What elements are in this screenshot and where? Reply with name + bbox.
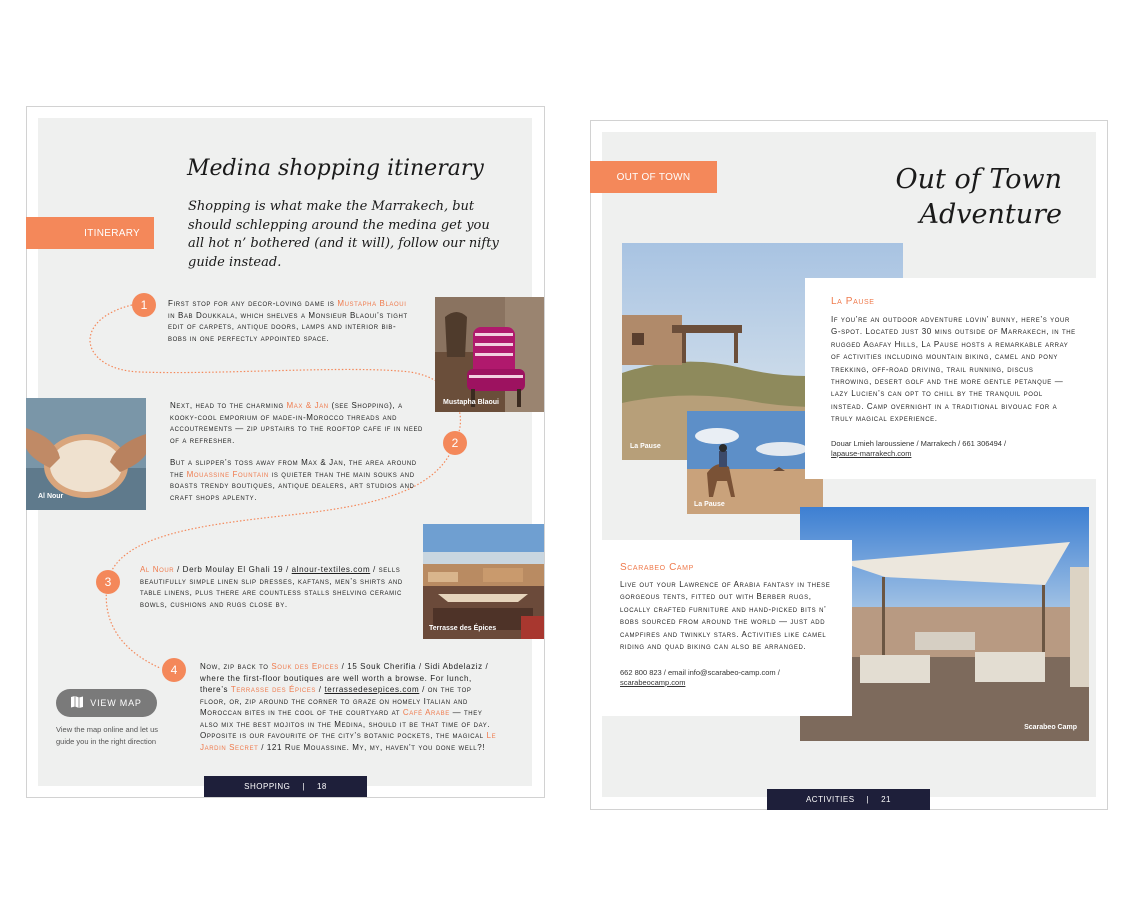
stop-4-text: Now, zip back to Souk des Epices / 15 Souk Cherifia / Sidi Abdelaziz / where the first-floor boutiques are well worth a browse. For lunch, there’s Terrasse des Épices / terrassedesepices.com / on the top floor, or, zip around the corner to graze on homely Italian and Moroccan bites in the cool of the courtyard at Café Arabe — they also mix the best mojitos in the Medina, should it be that time of day. Opposite is our favourite of the city’s botanic pockets, the magical Le Jardin Secret / 121 Rue Mouassine. My, my, haven’t you done well?! (200, 662, 497, 752)
photo-al-nour (26, 398, 146, 510)
shop-name: Terrasse des Épices (230, 685, 316, 694)
stop-number-2: 2 (443, 431, 467, 455)
stop-number-1: 1 (132, 293, 156, 317)
page-title: Out of Town Adventure (895, 164, 1062, 230)
scarabeo-card (602, 540, 852, 716)
la-pause-description: If you’re an outdoor adventure lovin’ bunny, here’s your G-spot. Located just 30 mins outside of Marrakech, in the rugged Agafay Hills, La Pause hosts a remarkable array of activities including mountain biking, camel and pony trekking, off-road driving, trail running, discus throwing, desert golf and the more gentle petanque — lazy Lucien’s can opt to chill by the tranquil pool instead. Camp overnight in a traditional bivouac for a truly magical experience. (831, 315, 1076, 424)
footer-page-number: 21 (881, 795, 892, 804)
photo-mustapha-blaoui (435, 297, 544, 412)
footer-section: ACTIVITIES (805, 795, 855, 804)
photo-caption: Terrasse des Épices (429, 625, 497, 632)
photo-caption: Mustapha Blaoui (443, 399, 500, 406)
shop-name: Café Arabe (402, 708, 450, 717)
website-link[interactable]: lapause-marrakech.com (831, 449, 912, 458)
page-subtitle: Shopping is what make the Marrakech, but should schlepping around the medina get you all hot n’ bothered (and it will), follow our nifty guide instead. (188, 199, 499, 270)
stop-1-text: First stop for any decor-loving dame is Mustapha Blaoui in Bab Doukkala, which shelves a Monsieur Blaoui’s tight edit of carpets, antique doors, lamps and interior bib-bobs in one perfectly appointed space. (168, 299, 408, 343)
footer-page-number: 18 (316, 782, 327, 791)
website-link[interactable]: alnour-textiles.com (291, 565, 371, 574)
shop-name: Souk des Epices (271, 662, 339, 671)
website-link[interactable]: scarabeocamp.com (620, 678, 686, 687)
photo-caption: La Pause (694, 501, 725, 508)
scarabeo-description: Live out your Lawrence of Arabia fantasy in these gorgeous tents, fitted out with Berber rugs, locally crafted furniture and hand-picked bits n’ bobs sourced from around the world — just add campfires and twinkly stars. Activities like camel riding and quad biking can also be arranged. (620, 580, 831, 652)
shop-name: Le Jardin Secret (200, 731, 497, 752)
map-note: View the map online and let us guide you in the right direction (56, 725, 159, 746)
page-title: Medina shopping itinerary (187, 156, 484, 181)
scarabeo-contact: 662 800 823 / email info@scarabeo-camp.com / scarabeocamp.com (620, 668, 780, 687)
out-of-town-tag-label: OUT OF TOWN (616, 171, 691, 183)
view-map-button[interactable] (56, 689, 157, 717)
stop-2-text: Next, head to the charming Max & Jan (see Shopping), a kooky-cool emporium of made-in-Morocco threads and accoutrements — zip upstairs to the rooftop cafe if in need of a refresher. But a slipper’s toss away from Max & Jan, the area around the Mouassine Fountain is quieter than the main souks and boasts trendy boutiques, antique dealers, art studios and craft shops aplenty. (170, 401, 423, 502)
photo-caption: La Pause (630, 443, 661, 450)
footer-section: SHOPPING (244, 782, 291, 791)
la-pause-title: La Pause (831, 296, 875, 307)
stop-number-3: 3 (96, 570, 120, 594)
photo-terrasse-des-epices (423, 524, 544, 639)
photo-caption: Scarabeo Camp (1024, 724, 1077, 731)
itinerary-tag (26, 217, 154, 249)
right-footer: ACTIVITIES | 21 (767, 789, 930, 810)
stop-3-text: Al Nour / Derb Moulay El Ghali 19 / alnour-textiles.com / sells beautifully simple linen slip dresses, kaftans, men’s shirts and table linens, plus there are countless stalls shelving ceramic bowls, cushions and rugs close by. (140, 565, 403, 609)
shop-name: Mustapha Blaoui (337, 299, 407, 308)
shop-name: Al Nour (140, 565, 175, 574)
website-link[interactable]: terrassedesepices.com (324, 685, 420, 694)
left-footer: SHOPPING | 18 (204, 776, 367, 797)
itinerary-tag-label: ITINERARY (84, 227, 140, 239)
map-icon (71, 696, 84, 710)
stop-number-4: 4 (162, 658, 186, 682)
shop-name: Max & Jan (286, 401, 329, 410)
shop-name: Mouassine Fountain (186, 469, 269, 479)
photo-la-pause-camels (687, 411, 823, 514)
view-map-label: VIEW MAP (90, 698, 142, 708)
la-pause-contact: Douar Lmieh laroussiene / Marrakech / 661 306494 / lapause-marrakech.com (831, 439, 1007, 458)
scarabeo-title: Scarabeo Camp (620, 562, 694, 573)
photo-caption: Al Nour (38, 493, 64, 500)
la-pause-card (805, 278, 1096, 479)
out-of-town-tag (590, 161, 717, 193)
